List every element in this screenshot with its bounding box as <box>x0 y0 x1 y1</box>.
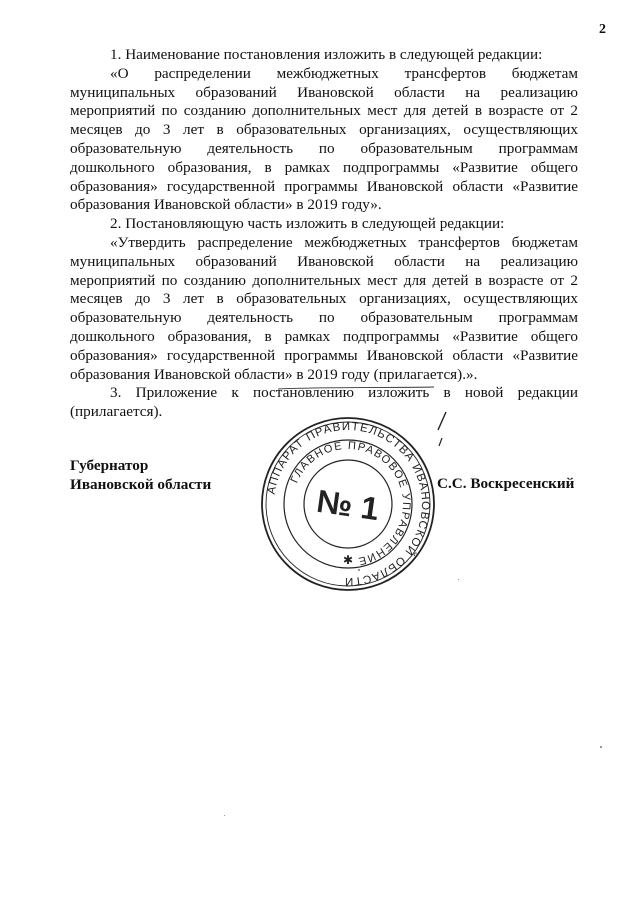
signatory-title <box>70 456 211 494</box>
official-seal <box>258 414 438 594</box>
page-number: 2 <box>599 22 606 37</box>
document-body <box>70 46 578 422</box>
seal-inner-text: ГЛАВНОЕ ПРАВОВОЕ УПРАВЛЕНИЕ <box>288 439 413 568</box>
scan-speck <box>358 569 360 571</box>
signatory-name: С.С. Воскресенский <box>437 475 575 492</box>
seal-outer-text: АППАРАТ ПРАВИТЕЛЬСТВА ИВАНОВСКОЙ ОБЛАСТИ <box>265 420 432 588</box>
signatory-title-line-2: Ивановской области <box>70 476 212 493</box>
scan-speck <box>224 815 225 816</box>
paragraph-3: 2. Постановляющую часть изложить в следующей редакции: <box>110 215 505 233</box>
handwritten-underline <box>276 384 436 392</box>
paragraph-4: «Утвердить распределение межбюджетных трансфертов бюджетам муниципальных образований Ивановской области на реализацию мероприятий по созданию дополнительных мест для детей в возрасте от 2 месяцев до 3 лет в образовательных организациях, осуществляющих образовательную деятельность по образовательным программам дошкольного образования, в рамках подпрограммы «Развитие общего образования» государственной программы Ивановской области «Развитие образования Ивановской области» в 2019 году (прилагается).». <box>70 233 578 383</box>
seal-star-icon: ✱ <box>342 553 354 567</box>
scan-speck <box>458 579 459 580</box>
paragraph-1: 1. Наименование постановления изложить в следующей редакции: <box>110 46 543 63</box>
paragraph-2: «О распределении межбюджетных трансфертов бюджетам муниципальных образований Ивановской области на реализацию мероприятий по созданию дополнительных мест для детей в возрасте от 2 месяцев до 3 лет в образовательных организациях, осуществляющих образовательную деятельность по образовательным программам дошкольного образования, в рамках подпрограммы «Развитие общего образования» государственной программы Ивановской области «Развитие образования Ивановской области» в 2019 году». <box>70 64 578 214</box>
paragraph-5: 3. Приложение к постановлению изложить в новой редакции (прилагается). <box>70 384 578 421</box>
signatory-title-line-1: Губернатор <box>70 457 149 474</box>
seal-center-text: № 1 <box>314 482 382 528</box>
scan-speck <box>600 746 602 748</box>
